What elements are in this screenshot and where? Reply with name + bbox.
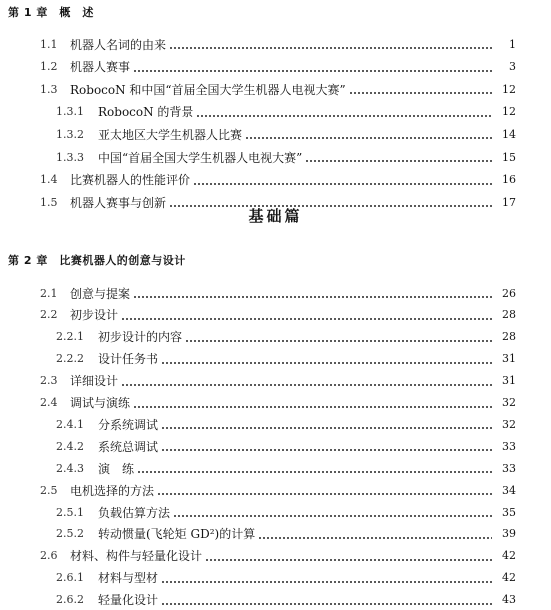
toc-entry-title: 亚太地区大学生机器人比赛	[98, 127, 243, 142]
toc-entry-number: 1.3.2	[56, 127, 84, 141]
toc-entry-page: 12	[502, 105, 516, 119]
toc-entry-number: 1.3.3	[56, 150, 84, 164]
toc-entry[interactable]	[40, 371, 516, 391]
toc-entry-page: 1	[509, 37, 516, 51]
toc-entry[interactable]	[40, 34, 516, 54]
dot-leader	[305, 160, 492, 162]
toc-entry-title: 设计任务书	[98, 352, 159, 367]
toc-entry[interactable]	[56, 568, 516, 588]
toc-entry-number: 2.5	[40, 483, 58, 497]
dot-leader	[161, 362, 492, 364]
toc-entry-page: 28	[502, 308, 516, 322]
toc-entry[interactable]	[56, 590, 516, 610]
toc-entry-title: 机器人名词的由来	[70, 37, 167, 52]
toc-entry-title: 详细设计	[70, 374, 119, 389]
toc-entry-number: 2.6	[40, 549, 58, 563]
toc-entry-page: 43	[502, 593, 516, 607]
toc-entry[interactable]	[56, 502, 516, 522]
toc-entry-page: 32	[502, 396, 516, 409]
chapter-2-heading: 第 2 章 比赛机器人的创意与设计	[8, 254, 186, 267]
toc-entry[interactable]	[56, 147, 516, 167]
toc-entry-number: 2.5.1	[56, 505, 84, 519]
toc-entry[interactable]	[56, 436, 516, 456]
toc-entry-title: 材料与型材	[98, 571, 159, 586]
toc-entry-number: 1.2	[40, 60, 58, 74]
dot-leader	[196, 115, 492, 117]
toc-entry[interactable]	[40, 546, 516, 566]
dot-leader	[169, 47, 492, 49]
toc-entry[interactable]	[56, 124, 516, 144]
toc-entry-title: 中国“首届全国大学生机器人电视大赛”	[98, 150, 303, 165]
toc-entry-number: 2.3	[40, 374, 58, 388]
toc-entry[interactable]	[56, 458, 516, 478]
dot-leader	[161, 449, 492, 451]
toc-entry-number: 2.4.3	[56, 461, 84, 475]
toc-entry-number: 1.3.1	[56, 105, 84, 119]
part-title: 基础篇	[248, 207, 303, 225]
toc-entry-title: 初步设计的内容	[98, 330, 183, 345]
dot-leader	[133, 296, 492, 298]
toc-entry-title: RobocoN 的背景	[98, 105, 194, 120]
toc-entry[interactable]	[56, 327, 516, 347]
toc-entry[interactable]	[40, 305, 516, 325]
toc-entry-title: 材料、构件与轻量化设计	[70, 549, 203, 564]
toc-entry-title: 比赛机器人的性能评价	[70, 173, 191, 188]
toc-entry-title: 电机选择的方法	[70, 483, 155, 498]
toc-entry-page: 16	[502, 173, 516, 187]
toc-entry-page: 33	[502, 461, 516, 475]
toc-entry-title: 轻量化设计	[98, 593, 159, 608]
toc-entry[interactable]	[40, 480, 516, 500]
toc-entry-number: 2.2	[40, 308, 58, 322]
chapter-1-heading: 第 1 章 概 述	[8, 6, 94, 19]
toc-entry-page: 14	[502, 127, 516, 141]
toc-entry[interactable]	[56, 414, 516, 434]
toc-entry-page: 34	[502, 483, 516, 497]
toc-entry[interactable]	[56, 524, 516, 544]
toc-entry-page: 42	[502, 549, 516, 563]
dot-leader	[258, 537, 492, 539]
toc-entry-title: RobocoN 和中国“首届全国大学生机器人电视大赛”	[70, 82, 346, 97]
toc-entry-page: 35	[502, 505, 516, 519]
toc-entry[interactable]	[40, 79, 516, 99]
dot-leader	[245, 137, 492, 139]
dot-leader	[133, 406, 492, 408]
dot-leader	[161, 581, 492, 583]
toc-entry-number: 2.2.1	[56, 330, 84, 344]
dot-leader	[185, 340, 492, 342]
dot-leader	[205, 559, 492, 561]
toc-entry-title: 系统总调试	[98, 439, 159, 454]
dot-leader	[137, 471, 492, 473]
toc-entry-number: 2.1	[40, 286, 58, 300]
toc-entry-page: 12	[502, 82, 516, 96]
dot-leader	[157, 493, 492, 495]
toc-entry-page: 31	[502, 352, 516, 366]
toc-entry-number: 2.4.2	[56, 439, 84, 453]
toc-entry-page: 28	[502, 330, 516, 344]
dot-leader	[161, 427, 492, 429]
toc-entry-number: 1.1	[40, 37, 58, 51]
toc-entry-number: 2.2.2	[56, 352, 84, 366]
toc-entry-page: 26	[502, 286, 516, 300]
toc-entry-number: 1.4	[40, 173, 58, 187]
dot-leader	[121, 384, 492, 386]
toc-entry-page: 3	[509, 60, 516, 74]
toc-entry-title: 机器人赛事	[70, 60, 131, 75]
toc-entry-number: 2.6.2	[56, 593, 84, 607]
toc-entry[interactable]	[40, 283, 516, 303]
dot-leader	[161, 603, 492, 605]
toc-entry-page: 15	[502, 150, 516, 164]
toc-entry-title: 调试与演练	[70, 396, 131, 410]
toc-entry-title: 机器人赛事与创新	[70, 195, 167, 210]
toc-entry-title: 创意与提案	[70, 286, 131, 301]
toc-entry-title: 负载估算方法	[98, 505, 171, 520]
toc-entry-page: 17	[502, 195, 516, 209]
toc-entry[interactable]	[56, 349, 516, 369]
toc-entry-page: 42	[502, 571, 516, 585]
toc-entry-number: 2.4	[40, 396, 58, 409]
toc-entry[interactable]	[56, 102, 516, 122]
toc-entry-title: 分系统调试	[98, 417, 159, 432]
toc-entry[interactable]	[40, 170, 516, 190]
toc-entry-page: 39	[502, 527, 516, 541]
dot-leader	[121, 318, 492, 320]
dot-leader	[193, 183, 492, 185]
toc-entry-title: 演 练	[98, 461, 135, 476]
toc-entry-title: 转动惯量(飞轮矩 GD²)的计算	[98, 527, 256, 542]
toc-entry-number: 2.4.1	[56, 417, 84, 431]
toc-entry-page: 31	[502, 374, 516, 388]
toc-entry[interactable]	[40, 57, 516, 77]
toc-entry-page: 32	[502, 417, 516, 431]
toc-entry-number: 2.5.2	[56, 527, 84, 541]
dot-leader	[349, 92, 492, 94]
toc-entry-number: 1.5	[40, 195, 58, 209]
toc-entry-page: 33	[502, 439, 516, 453]
toc-entry-title: 初步设计	[70, 308, 119, 323]
dot-leader	[173, 515, 492, 517]
dot-leader	[133, 70, 492, 72]
toc-entry-number: 2.6.1	[56, 571, 84, 585]
toc-entry[interactable]	[40, 393, 516, 413]
toc-entry-number: 1.3	[40, 82, 58, 96]
